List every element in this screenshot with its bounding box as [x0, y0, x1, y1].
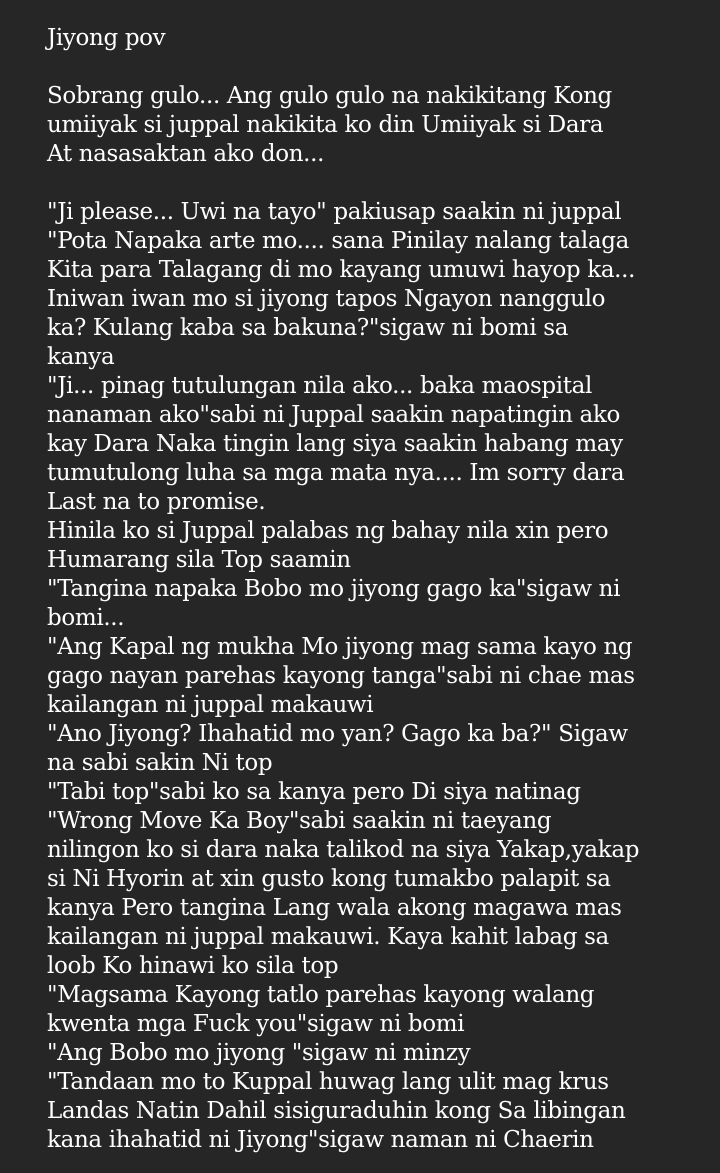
story-text-panel: [47, 24, 717, 1155]
story-line: ka? Kulang kaba sa bakuna?"sigaw ni bomi sa: [47, 315, 569, 341]
story-line: "Tandaan mo to Kuppal huwag lang ulit mag krus: [47, 1069, 609, 1095]
story-line: loob Ko hinawi ko sila top: [47, 953, 339, 979]
story-line: "Wrong Move Ka Boy"sabi saakin ni taeyang: [47, 808, 552, 834]
story-line: "Ang Bobo mo jiyong "sigaw ni minzy: [47, 1040, 471, 1066]
story-line: At nasasaktan ako don...: [47, 141, 325, 167]
story-line: "Magsama Kayong tatlo parehas kayong walang: [47, 982, 595, 1008]
story-line: Iniwan iwan mo si jiyong tapos Ngayon nanggulo: [47, 286, 606, 312]
story-line: umiiyak si juppal nakikita ko din Umiiyak si Dara: [47, 112, 604, 138]
story-line: gago nayan parehas kayong tanga"sabi ni chae mas: [47, 663, 635, 689]
story-line: nilingon ko si dara naka talikod na siya Yakap,yakap: [47, 837, 640, 863]
story-line: kwenta mga Fuck you"sigaw ni bomi: [47, 1011, 465, 1037]
story-title: Jiyong pov: [47, 25, 166, 51]
story-line: bomi...: [47, 605, 125, 631]
story-line: Kita para Talagang di mo kayang umuwi hayop ka...: [47, 257, 636, 283]
story-line: kana ihahatid ni Jiyong"sigaw naman ni Chaerin: [47, 1127, 594, 1153]
story-line: kanya: [47, 344, 115, 370]
story-line: "Pota Napaka arte mo.... sana Pinilay nalang talaga: [47, 228, 629, 254]
story-line: nanaman ako"sabi ni Juppal saakin napatingin ako: [47, 402, 620, 428]
story-line: "Tabi top"sabi ko sa kanya pero Di siya natinag: [47, 779, 581, 805]
story-line: Humarang sila Top saamin: [47, 547, 351, 573]
story-line: Hinila ko si Juppal palabas ng bahay nila xin pero: [47, 518, 609, 544]
story-line: kailangan ni juppal makauwi. Kaya kahit labag sa: [47, 924, 609, 950]
story-body: [47, 82, 717, 1155]
story-line: tumutulong luha sa mga mata nya.... Im sorry dara: [47, 460, 625, 486]
story-line: kanya Pero tangina Lang wala akong magawa mas: [47, 895, 622, 921]
paragraph-gap: [47, 169, 717, 198]
story-line: Sobrang gulo... Ang gulo gulo na nakikitang Kong: [47, 83, 612, 109]
story-line: kay Dara Naka tingin lang siya saakin habang may: [47, 431, 623, 457]
story-line: "Tangina napaka Bobo mo jiyong gago ka"sigaw ni: [47, 576, 621, 602]
story-line: "Ano Jiyong? Ihahatid mo yan? Gago ka ba?" Sigaw: [47, 721, 628, 747]
story-line: si Ni Hyorin at xin gusto kong tumakbo palapit sa: [47, 866, 611, 892]
story-line: Last na to promise.: [47, 489, 266, 515]
paragraph-gap: [47, 53, 717, 82]
story-line: "Ji... pinag tutulungan nila ako... baka maospital: [47, 373, 593, 399]
story-line: "Ang Kapal ng mukha Mo jiyong mag sama kayo ng: [47, 634, 633, 660]
story-line: na sabi sakin Ni top: [47, 750, 273, 776]
story-line: "Ji please... Uwi na tayo" pakiusap saakin ni juppal: [47, 199, 622, 225]
story-line: Landas Natin Dahil sisiguraduhin kong Sa libingan: [47, 1098, 626, 1124]
story-line: kailangan ni juppal makauwi: [47, 692, 374, 718]
